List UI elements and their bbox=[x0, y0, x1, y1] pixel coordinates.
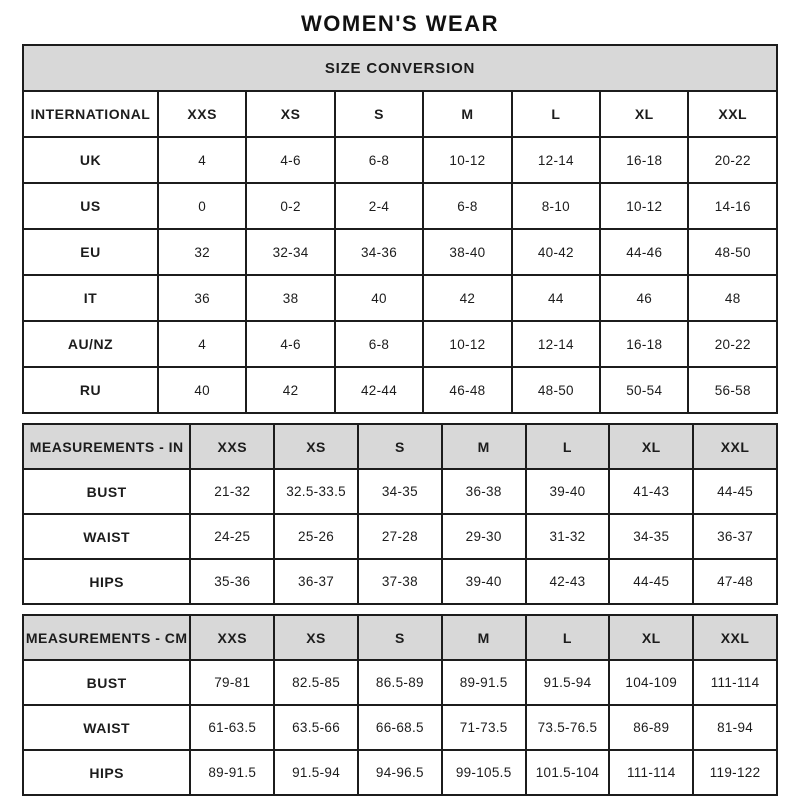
column-header-cell: XL bbox=[609, 615, 693, 660]
header-label-cell: INTERNATIONAL bbox=[23, 91, 158, 137]
table-banner-row bbox=[23, 45, 777, 91]
row-label-cell: BUST bbox=[23, 469, 190, 514]
data-cell: 66-68.5 bbox=[358, 705, 442, 750]
data-cell: 89-91.5 bbox=[442, 660, 526, 705]
data-cell: 41-43 bbox=[609, 469, 693, 514]
data-cell: 119-122 bbox=[693, 750, 777, 795]
table-row bbox=[23, 367, 777, 413]
data-cell: 4-6 bbox=[246, 137, 334, 183]
table-row bbox=[23, 275, 777, 321]
data-cell: 36 bbox=[158, 275, 246, 321]
page-title: WOMEN'S WEAR bbox=[301, 11, 499, 36]
table-row bbox=[23, 469, 777, 514]
data-cell: 48 bbox=[688, 275, 777, 321]
column-header-cell: S bbox=[335, 91, 423, 137]
data-cell: 61-63.5 bbox=[190, 705, 274, 750]
data-cell: 81-94 bbox=[693, 705, 777, 750]
row-label-cell: RU bbox=[23, 367, 158, 413]
column-header-cell: L bbox=[512, 91, 600, 137]
row-label-cell: WAIST bbox=[23, 705, 190, 750]
column-header-cell: L bbox=[526, 615, 610, 660]
data-cell: 25-26 bbox=[274, 514, 358, 559]
data-cell: 99-105.5 bbox=[442, 750, 526, 795]
data-cell: 44 bbox=[512, 275, 600, 321]
column-header-cell: XS bbox=[274, 424, 358, 469]
row-label-cell: BUST bbox=[23, 660, 190, 705]
data-cell: 12-14 bbox=[512, 321, 600, 367]
data-cell: 47-48 bbox=[693, 559, 777, 604]
data-cell: 20-22 bbox=[688, 137, 777, 183]
data-cell: 14-16 bbox=[688, 183, 777, 229]
data-cell: 44-46 bbox=[600, 229, 688, 275]
size-conversion-table bbox=[22, 44, 778, 414]
data-cell: 2-4 bbox=[335, 183, 423, 229]
data-cell: 86.5-89 bbox=[358, 660, 442, 705]
data-cell: 86-89 bbox=[609, 705, 693, 750]
data-cell: 40 bbox=[335, 275, 423, 321]
data-cell: 38-40 bbox=[423, 229, 511, 275]
data-cell: 36-37 bbox=[693, 514, 777, 559]
column-header-row bbox=[23, 91, 777, 137]
data-cell: 101.5-104 bbox=[526, 750, 610, 795]
column-header-cell: XXL bbox=[688, 91, 777, 137]
data-cell: 34-36 bbox=[335, 229, 423, 275]
table-row bbox=[23, 514, 777, 559]
row-label-cell: HIPS bbox=[23, 750, 190, 795]
column-header-cell: XL bbox=[609, 424, 693, 469]
header-label-cell: MEASUREMENTS - IN bbox=[23, 424, 190, 469]
data-cell: 16-18 bbox=[600, 137, 688, 183]
data-cell: 0 bbox=[158, 183, 246, 229]
data-cell: 42-43 bbox=[526, 559, 610, 604]
column-header-cell: S bbox=[358, 424, 442, 469]
data-cell: 94-96.5 bbox=[358, 750, 442, 795]
column-header-row bbox=[23, 424, 777, 469]
data-cell: 48-50 bbox=[688, 229, 777, 275]
column-header-cell: XS bbox=[246, 91, 334, 137]
table-row bbox=[23, 660, 777, 705]
data-cell: 36-38 bbox=[442, 469, 526, 514]
table-row bbox=[23, 183, 777, 229]
data-cell: 21-32 bbox=[190, 469, 274, 514]
data-cell: 20-22 bbox=[688, 321, 777, 367]
table-row bbox=[23, 137, 777, 183]
data-cell: 34-35 bbox=[358, 469, 442, 514]
row-label-cell: WAIST bbox=[23, 514, 190, 559]
column-header-cell: S bbox=[358, 615, 442, 660]
table-row bbox=[23, 559, 777, 604]
column-header-cell: M bbox=[442, 615, 526, 660]
data-cell: 42 bbox=[423, 275, 511, 321]
data-cell: 4 bbox=[158, 321, 246, 367]
data-cell: 24-25 bbox=[190, 514, 274, 559]
data-cell: 111-114 bbox=[609, 750, 693, 795]
data-cell: 4-6 bbox=[246, 321, 334, 367]
data-cell: 37-38 bbox=[358, 559, 442, 604]
data-cell: 4 bbox=[158, 137, 246, 183]
table-banner: SIZE CONVERSION bbox=[23, 45, 777, 91]
data-cell: 10-12 bbox=[423, 321, 511, 367]
data-cell: 32.5-33.5 bbox=[274, 469, 358, 514]
data-cell: 82.5-85 bbox=[274, 660, 358, 705]
data-cell: 46 bbox=[600, 275, 688, 321]
data-cell: 42-44 bbox=[335, 367, 423, 413]
column-header-cell: L bbox=[526, 424, 610, 469]
data-cell: 104-109 bbox=[609, 660, 693, 705]
data-cell: 8-10 bbox=[512, 183, 600, 229]
data-cell: 50-54 bbox=[600, 367, 688, 413]
data-cell: 40 bbox=[158, 367, 246, 413]
data-cell: 0-2 bbox=[246, 183, 334, 229]
tables-container bbox=[22, 44, 778, 796]
row-label-cell: US bbox=[23, 183, 158, 229]
data-cell: 35-36 bbox=[190, 559, 274, 604]
data-cell: 10-12 bbox=[423, 137, 511, 183]
data-cell: 6-8 bbox=[335, 137, 423, 183]
data-cell: 6-8 bbox=[335, 321, 423, 367]
data-cell: 40-42 bbox=[512, 229, 600, 275]
data-cell: 6-8 bbox=[423, 183, 511, 229]
data-cell: 79-81 bbox=[190, 660, 274, 705]
data-cell: 12-14 bbox=[512, 137, 600, 183]
data-cell: 111-114 bbox=[693, 660, 777, 705]
data-cell: 63.5-66 bbox=[274, 705, 358, 750]
column-header-cell: XXS bbox=[190, 615, 274, 660]
data-cell: 32-34 bbox=[246, 229, 334, 275]
row-label-cell: EU bbox=[23, 229, 158, 275]
data-cell: 16-18 bbox=[600, 321, 688, 367]
column-header-cell: M bbox=[423, 91, 511, 137]
column-header-cell: XL bbox=[600, 91, 688, 137]
row-label-cell: HIPS bbox=[23, 559, 190, 604]
data-cell: 10-12 bbox=[600, 183, 688, 229]
data-cell: 91.5-94 bbox=[274, 750, 358, 795]
data-cell: 36-37 bbox=[274, 559, 358, 604]
data-cell: 73.5-76.5 bbox=[526, 705, 610, 750]
data-cell: 27-28 bbox=[358, 514, 442, 559]
data-cell: 91.5-94 bbox=[526, 660, 610, 705]
data-cell: 39-40 bbox=[442, 559, 526, 604]
data-cell: 56-58 bbox=[688, 367, 777, 413]
data-cell: 29-30 bbox=[442, 514, 526, 559]
data-cell: 34-35 bbox=[609, 514, 693, 559]
column-header-cell: XXL bbox=[693, 615, 777, 660]
data-cell: 39-40 bbox=[526, 469, 610, 514]
data-cell: 46-48 bbox=[423, 367, 511, 413]
column-header-cell: XS bbox=[274, 615, 358, 660]
data-cell: 32 bbox=[158, 229, 246, 275]
row-label-cell: UK bbox=[23, 137, 158, 183]
column-header-cell: XXS bbox=[158, 91, 246, 137]
column-header-cell: XXS bbox=[190, 424, 274, 469]
data-cell: 38 bbox=[246, 275, 334, 321]
header-label-cell: MEASUREMENTS - CM bbox=[23, 615, 190, 660]
column-header-cell: XXL bbox=[693, 424, 777, 469]
data-cell: 42 bbox=[246, 367, 334, 413]
row-label-cell: IT bbox=[23, 275, 158, 321]
measurements-in-table bbox=[22, 423, 778, 605]
row-label-cell: AU/NZ bbox=[23, 321, 158, 367]
measurements-cm-table bbox=[22, 614, 778, 796]
table-row bbox=[23, 229, 777, 275]
data-cell: 71-73.5 bbox=[442, 705, 526, 750]
data-cell: 48-50 bbox=[512, 367, 600, 413]
data-cell: 89-91.5 bbox=[190, 750, 274, 795]
data-cell: 44-45 bbox=[693, 469, 777, 514]
table-row bbox=[23, 321, 777, 367]
table-row bbox=[23, 750, 777, 795]
table-row bbox=[23, 705, 777, 750]
column-header-row bbox=[23, 615, 777, 660]
data-cell: 44-45 bbox=[609, 559, 693, 604]
column-header-cell: M bbox=[442, 424, 526, 469]
data-cell: 31-32 bbox=[526, 514, 610, 559]
